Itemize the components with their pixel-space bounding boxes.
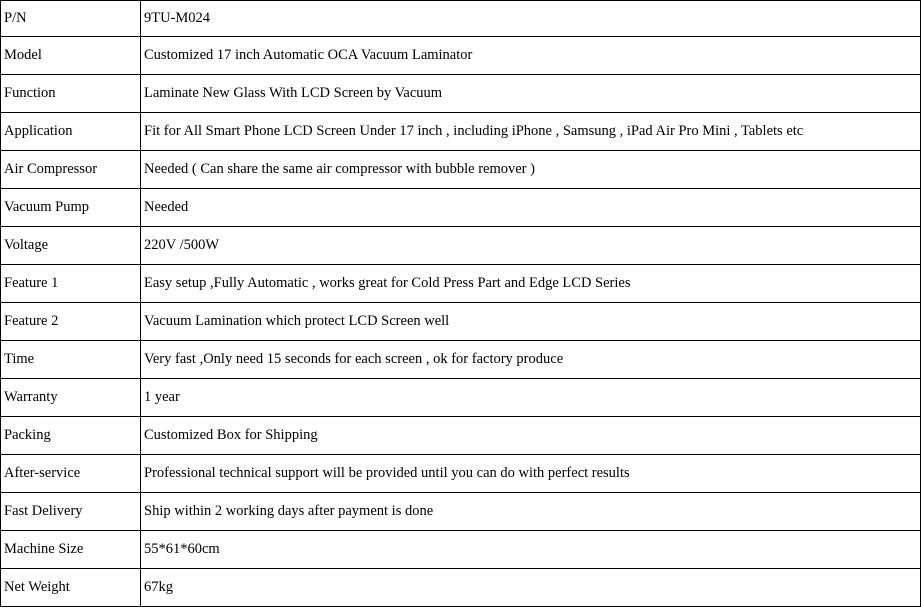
table-row — [1, 417, 921, 455]
table-row — [1, 569, 921, 607]
spec-label: After-service — [1, 455, 141, 493]
spec-label: Function — [1, 75, 141, 113]
spec-label: P/N — [1, 1, 141, 37]
table-row — [1, 303, 921, 341]
spec-label: Warranty — [1, 379, 141, 417]
spec-value: Ship within 2 working days after payment is done — [141, 493, 921, 531]
spec-value: Customized 17 inch Automatic OCA Vacuum Laminator — [141, 37, 921, 75]
spec-label: Feature 2 — [1, 303, 141, 341]
spec-label: Application — [1, 113, 141, 151]
table-row — [1, 455, 921, 493]
spec-value: 9TU-M024 — [141, 1, 921, 37]
spec-value: Professional technical support will be provided until you can do with perfect results — [141, 455, 921, 493]
spec-value: Very fast ,Only need 15 seconds for each screen , ok for factory produce — [141, 341, 921, 379]
table-row — [1, 341, 921, 379]
spec-value: Needed ( Can share the same air compressor with bubble remover ) — [141, 151, 921, 189]
spec-value: 67kg — [141, 569, 921, 607]
spec-value: Laminate New Glass With LCD Screen by Vacuum — [141, 75, 921, 113]
spec-table-body — [1, 1, 921, 607]
spec-label: Packing — [1, 417, 141, 455]
table-row — [1, 189, 921, 227]
spec-label: Net Weight — [1, 569, 141, 607]
table-row — [1, 227, 921, 265]
table-row — [1, 531, 921, 569]
table-row — [1, 151, 921, 189]
spec-value: Needed — [141, 189, 921, 227]
table-row — [1, 379, 921, 417]
spec-label: Model — [1, 37, 141, 75]
table-row — [1, 75, 921, 113]
spec-label: Feature 1 — [1, 265, 141, 303]
spec-value: Fit for All Smart Phone LCD Screen Under 17 inch , including iPhone , Samsung , iPad Air Pro Mini , Tablets etc — [141, 113, 921, 151]
spec-value: 1 year — [141, 379, 921, 417]
table-row — [1, 493, 921, 531]
spec-value: 55*61*60cm — [141, 531, 921, 569]
spec-value: Easy setup ,Fully Automatic , works great for Cold Press Part and Edge LCD Series — [141, 265, 921, 303]
spec-value: Vacuum Lamination which protect LCD Screen well — [141, 303, 921, 341]
spec-label: Fast Delivery — [1, 493, 141, 531]
table-row — [1, 113, 921, 151]
spec-label: Voltage — [1, 227, 141, 265]
spec-value: 220V /500W — [141, 227, 921, 265]
spec-value: Customized Box for Shipping — [141, 417, 921, 455]
spec-label: Time — [1, 341, 141, 379]
spec-label: Machine Size — [1, 531, 141, 569]
spec-label: Air Compressor — [1, 151, 141, 189]
table-row — [1, 37, 921, 75]
table-row — [1, 1, 921, 37]
table-row — [1, 265, 921, 303]
spec-label: Vacuum Pump — [1, 189, 141, 227]
